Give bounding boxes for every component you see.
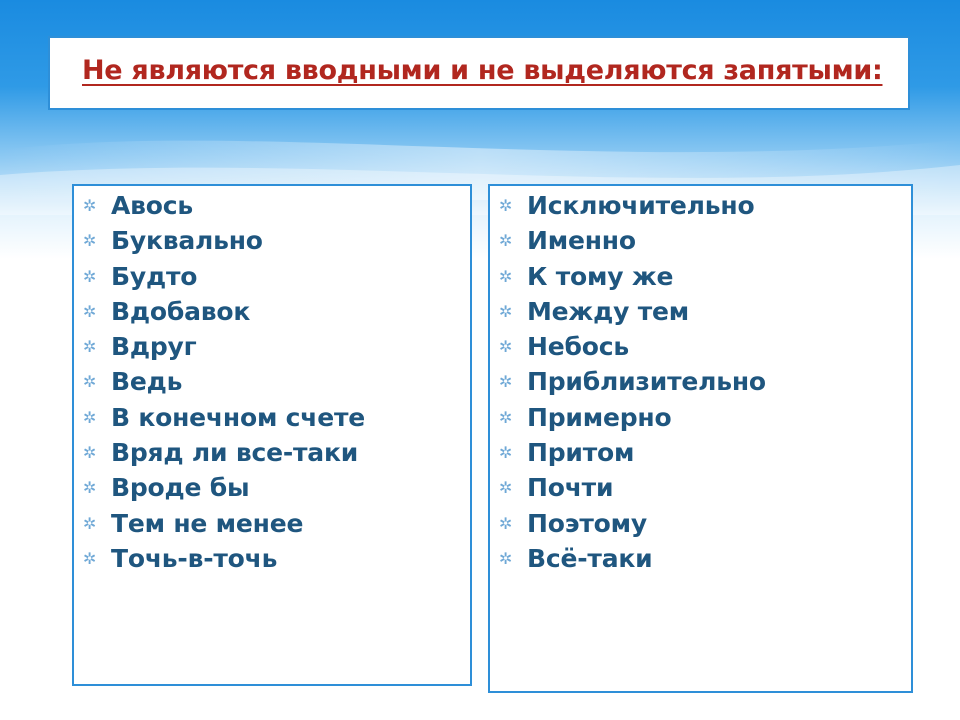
list-item-text: В конечном счете [111,402,366,432]
list-item-text: Буквально [111,226,263,256]
list-item-text: Примерно [527,402,672,432]
star-bullet-icon: ✲ [499,231,513,251]
list-item-text: Будто [111,261,198,291]
star-bullet-icon: ✲ [83,266,97,286]
star-bullet-icon: ✲ [499,443,513,463]
left-column-box [72,184,472,686]
list-item-text: Именно [527,226,636,256]
star-bullet-icon: ✲ [499,337,513,357]
star-bullet-icon: ✲ [499,301,513,321]
list-item [490,435,766,470]
right-column-box [488,184,913,693]
star-bullet-icon: ✲ [499,513,513,533]
list-item [490,329,766,364]
list-item [74,506,365,541]
star-bullet-icon: ✲ [83,196,97,215]
list-item-text: Вроде бы [111,473,250,503]
star-bullet-icon: ✲ [83,548,97,568]
list-item [74,329,365,364]
star-bullet-icon: ✲ [83,478,97,498]
star-bullet-icon: ✲ [83,337,97,357]
list-item-text: Притом [527,438,635,468]
list-item-text: Ведь [111,367,183,397]
list-item-text: Поэтому [527,508,647,538]
list-item [74,364,365,399]
list-item [490,541,766,576]
list-item [74,259,365,294]
list-item [490,223,766,258]
list-item-text: Тем не менее [111,508,304,538]
list-item-text: Всё-таки [527,543,653,573]
list-item-text: Между тем [527,296,689,326]
list-item-text: Авось [111,191,193,220]
star-bullet-icon: ✲ [83,231,97,251]
star-bullet-icon: ✲ [499,407,513,427]
star-bullet-icon: ✲ [83,407,97,427]
list-item-text: Вряд ли все-таки [111,438,359,468]
list-item [490,506,766,541]
list-item [490,294,766,329]
list-item [74,294,365,329]
star-bullet-icon: ✲ [83,301,97,321]
list-item [74,435,365,470]
star-bullet-icon: ✲ [499,196,513,215]
list-item [74,470,365,505]
list-item-text: Вдруг [111,332,197,362]
list-item-text: Вдобавок [111,296,251,326]
list-item [74,541,365,576]
list-item [74,188,365,223]
star-bullet-icon: ✲ [83,443,97,463]
list-item-text: Небось [527,332,629,362]
list-item [490,259,766,294]
slide-title: Не являются вводными и не выделяются запятыми: [82,55,883,86]
list-item [490,188,766,223]
star-bullet-icon: ✲ [499,548,513,568]
list-item-text: Почти [527,473,614,503]
list-item-text: Приблизительно [527,367,766,397]
list-item-text: Исключительно [527,191,755,220]
list-item [490,364,766,399]
list-item [74,223,365,258]
star-bullet-icon: ✲ [83,372,97,392]
list-item-text: К тому же [527,261,674,291]
title-box [48,36,910,110]
list-item [490,400,766,435]
star-bullet-icon: ✲ [499,266,513,286]
list-item [490,470,766,505]
left-word-list [74,188,365,576]
star-bullet-icon: ✲ [83,513,97,533]
star-bullet-icon: ✲ [499,372,513,392]
star-bullet-icon: ✲ [499,478,513,498]
list-item [74,400,365,435]
list-item-text: Точь-в-точь [111,543,278,573]
right-word-list [490,188,766,576]
